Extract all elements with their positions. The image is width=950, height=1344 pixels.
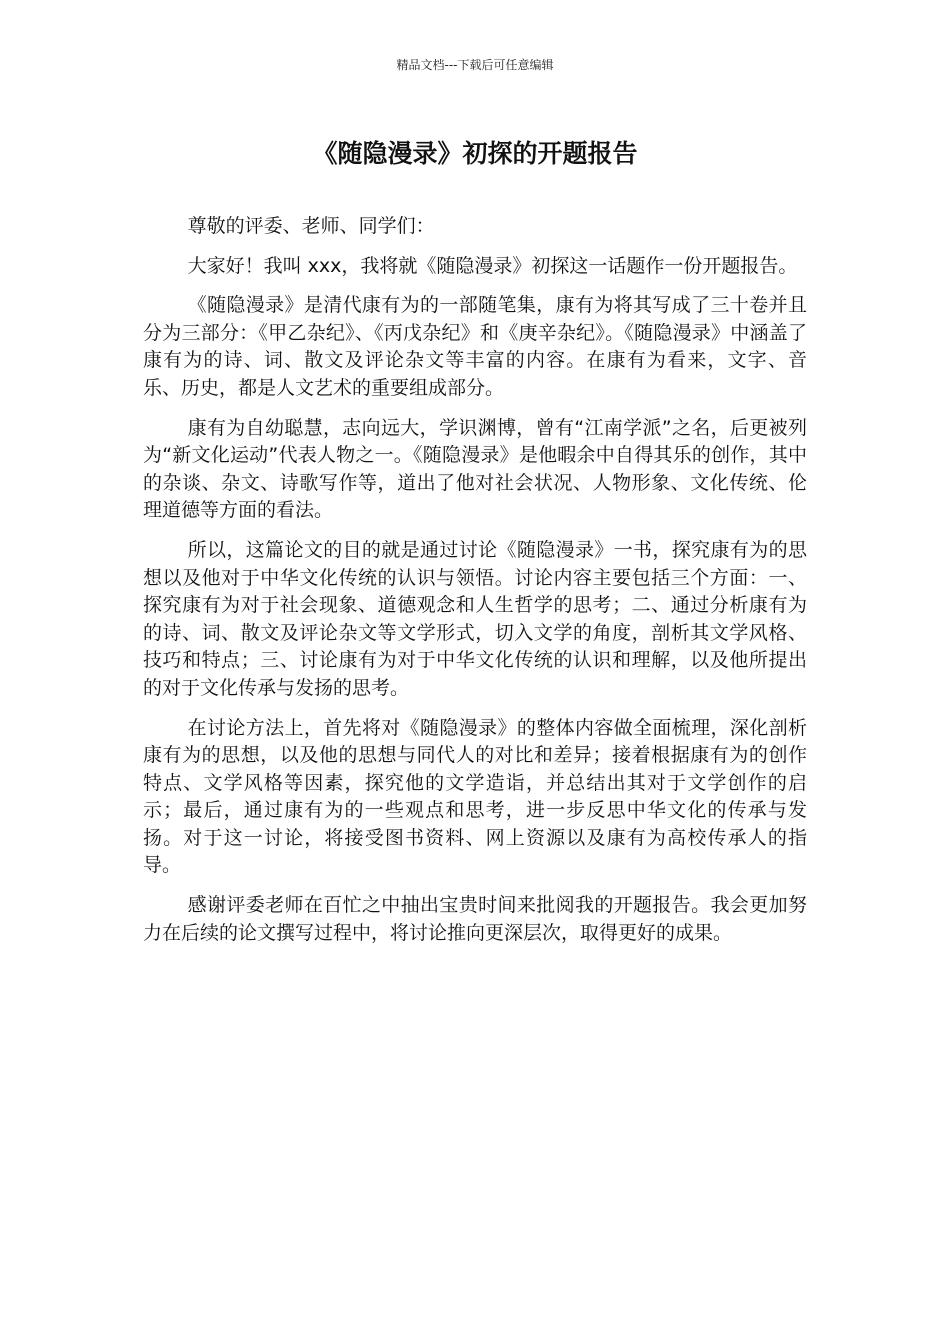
research-method-paragraph: 在讨论方法上，首先将对《随隐漫录》的整体内容做全面梳理，深化剖析康有为的思想，以及他的思想与同代人的对比和差异；接着根据康有为的创作特点、文学风格等因素，探究他的文学造诣，并总结出其对于文学创作的启示；最后，通过康有为的一些观点和思考，进一步反思中华文化的传承与发扬。对于这一讨论，将接受图书资料、网上资源以及康有为高校传承人的指导。 (143, 716, 807, 877)
greeting-paragraph: 大家好！我叫 xxx，我将就《随隐漫录》初探这一话题作一份开题报告。 (187, 254, 798, 277)
header-note: 精品文档---下载后可任意编辑 (396, 58, 554, 72)
closing-paragraph: 感谢评委老师在百忙之中抽出宝贵时间来批阅我的开题报告。我会更加努力在后续的论文撰写过程中，将讨论推向更深层次，取得更好的成果。 (143, 894, 807, 944)
salutation-paragraph: 尊敬的评委、老师、同学们： (187, 215, 435, 237)
research-purpose-paragraph: 所以，这篇论文的目的就是通过讨论《随隐漫录》一书，探究康有为的思想以及他对于中华文化传统的认识与领悟。讨论内容主要包括三个方面：一、探究康有为对于社会现象、道德观念和人生哲学的思考；二、通过分析康有为的诗、词、散文及评论杂文等文学形式，切入文学的角度，剖析其文学风格、技巧和特点；三、讨论康有为对于中华文化传统的认识和理解，以及他所提出的对于文化传承与发扬的思考。 (143, 538, 807, 699)
author-background-paragraph: 康有为自幼聪慧，志向远大，学识渊博，曾有“江南学派”之名，后更被列为“新文化运动”代表人物之一。《随隐漫录》是他暇余中自得其乐的创作，其中的杂谈、杂文、诗歌写作等，道出了他对社会状况、人物形象、文化传统、伦理道德等方面的看法。 (143, 416, 807, 522)
document-title: 《随隐漫录》初探的开题报告 (312, 139, 638, 168)
book-intro-paragraph: 《随隐漫录》是清代康有为的一部随笔集，康有为将其写成了三十卷并且分为三部分：《甲乙杂纪》、《丙戊杂纪》和《庚辛杂纪》。《随隐漫录》中涵盖了康有为的诗、词、散文及评论杂文等丰富的内容。在康有为看来，文字、音乐、历史，都是人文艺术的重要组成部分。 (143, 294, 807, 399)
document-body (143, 213, 807, 959)
